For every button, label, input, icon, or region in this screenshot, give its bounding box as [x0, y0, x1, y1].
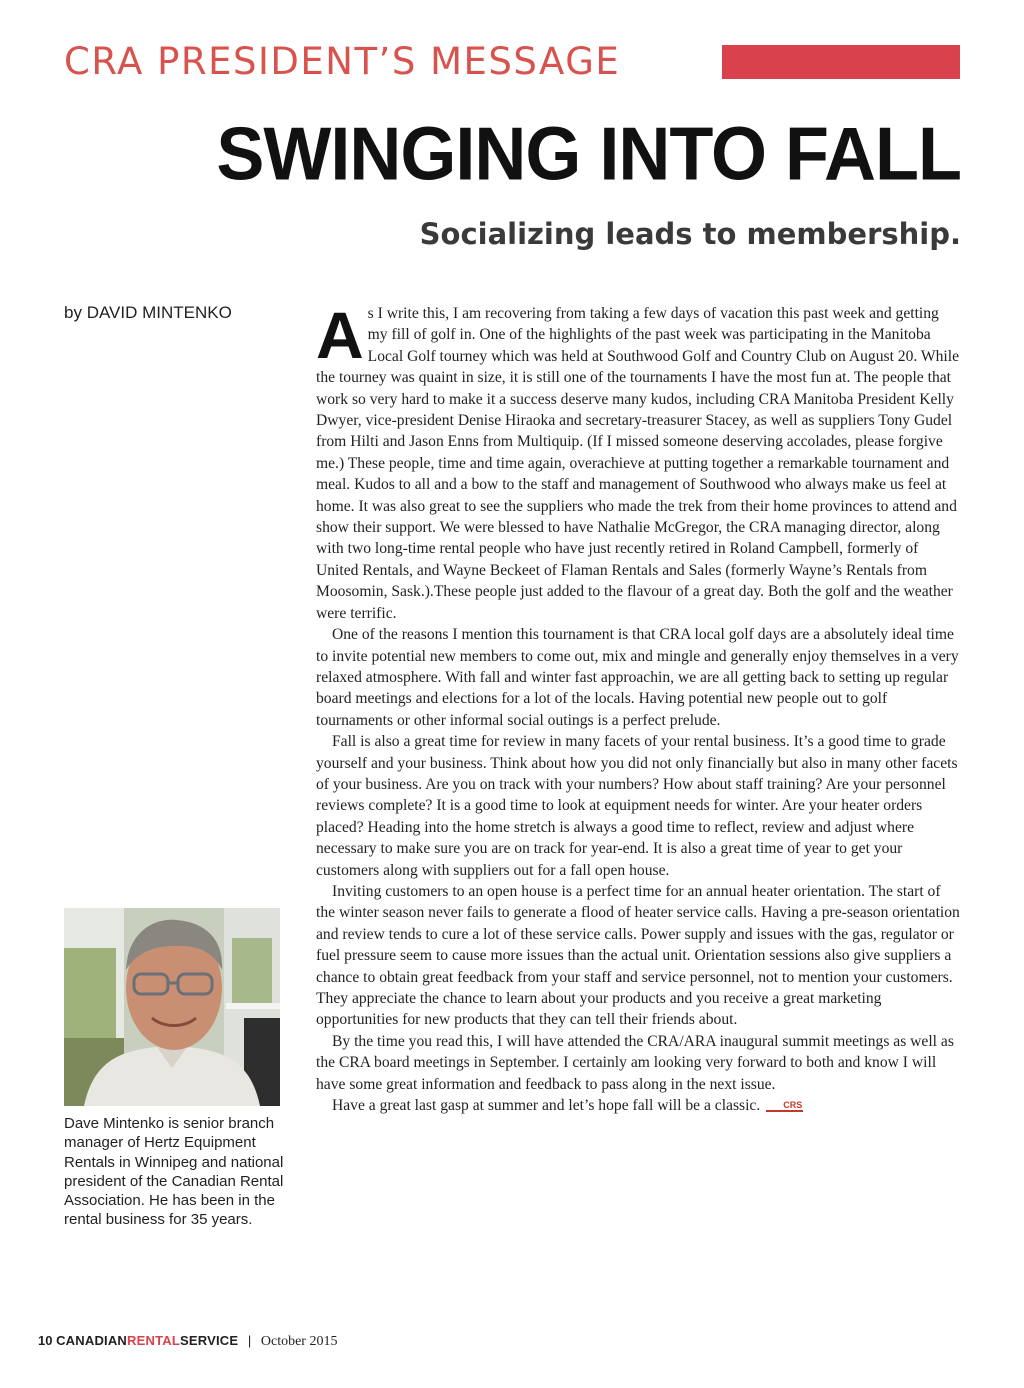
author-portrait-image	[64, 908, 280, 1106]
section-accent-bar	[722, 45, 960, 79]
byline-author: DAVID MINTENKO	[86, 303, 232, 322]
magazine-name-part: CANADIAN	[56, 1333, 128, 1348]
end-mark-logo: CRS	[766, 1100, 803, 1112]
article-body	[316, 298, 960, 1116]
section-label: CRA PRESIDENT’S MESSAGE	[64, 40, 621, 83]
byline-prefix: by	[64, 303, 82, 322]
article-paragraph: Fall is also a great time for review in many facets of your rental business. It’s a good time to grade yourself and your business. Think about how you did not only financially but also in many other facets of your business. Are you on track with your numbers? How about staff training? Are your personnel reviews complete? It is a good time to look at equipment needs for winter. Are your heater orders placed? Heading into the home stretch is always a good time to reflect, review and adjust where necessary to make sure you are on track for year-end. It is also a great time of year to get your customers along with suppliers out for a fall open house.	[316, 733, 958, 879]
footer-separator: |	[247, 1333, 252, 1348]
magazine-name	[56, 1333, 238, 1348]
photo-caption: Dave Mintenko is senior branch manager of Hertz Equipment Rentals in Winnipeg and national president of the Canadian Rental Association. He has been in the rental business for 35 years.	[64, 1115, 284, 1229]
paragraph-text: Have a great last gasp at summer and let’s hope fall will be a classic.	[332, 1097, 761, 1115]
byline	[64, 303, 232, 323]
article-paragraph: One of the reasons I mention this tournament is that CRA local golf days are a absolutely ideal time to invite potential new members to come out, mix and mingle and generally enjoy themselves in a very relaxed atmosphere. With fall and winter fast approachin, we are all getting back to setting up regular board meetings and elections for a lot of the locals. Having potential new people out to golf tournaments or other informal social outings is a perfect prelude.	[316, 626, 959, 729]
article-paragraph: Inviting customers to an open house is a perfect time for an annual heater orientation. The start of the winter season never fails to generate a flood of heater service calls. Having a pre-season orientation and review tends to cure a lot of these service calls. Power supply and issues with the gas, regulator or fuel pressure seem to cause more issues than the actual unit. Orientation sessions also give suppliers a chance to obtain great feedback from your staff and service personnel, not to mention your customers. They appreciate the chance to learn about your products and you receive a great marketing opportunities for new products that they can tell their friends about.	[316, 882, 960, 1029]
article-paragraph	[316, 1095, 960, 1116]
section-header	[64, 40, 961, 84]
article-paragraph: By the time you read this, I will have attended the CRA/ARA inaugural summit meetings as well as the CRA board meetings in September. I certainly am looking very forward to both and know I will have some great information and feedback to pass along in the next issue.	[316, 1032, 954, 1093]
article-paragraph	[316, 298, 960, 624]
magazine-name-part: RENTAL	[127, 1333, 180, 1348]
drop-cap: A	[316, 298, 364, 372]
author-photo	[64, 908, 280, 1106]
page-footer	[38, 1333, 337, 1350]
paragraph-text: s I write this, I am recovering from taking a few days of vacation this past week and getting my fill of golf in. One of the highlights of the past week was participating in the Manitoba Local Golf tourney which was held at Southwood Golf and Country Club on August 20. While the tourney was quaint in size, it is still one of the tournaments I have the most fun at. The people that work so very hard to make it a success deserve many kudos, including CRA Manitoba President Kelly Dwyer, vice-president Denise Hiraoka and secretary-treasurer Stacey, as well as suppliers Tony Gudel from Hilti and Jason Enns from Multiquip. (If I missed someone deserving accolades, please forgive me.) These people, time and time again, overachieve at putting together a remarkable tournament and meal. Kudos to all and a bow to the staff and management of Southwood who always make us feel at home. It was also great to see the suppliers who made the trek from their home provinces to attend and show their support. We were blessed to have Nathalie McGregor, the CRA managing director, along with two long-time rental people who have just recently retired in Roland Campbell, formerly of United Rentals, and Wayne Beckeet of Flaman Rentals and Sales (formerly Wayne’s Rentals from Moosomin, Sask.).These people just added to the flavour of a great day. Both the golf and the weather were terrific.	[316, 305, 960, 622]
headline: SWINGING INTO FALL	[216, 112, 961, 197]
issue-date: October 2015	[260, 1334, 338, 1349]
subheadline: Socializing leads to membership.	[419, 217, 961, 251]
magazine-name-part: SERVICE	[179, 1333, 239, 1348]
page-number: 10	[38, 1333, 53, 1348]
